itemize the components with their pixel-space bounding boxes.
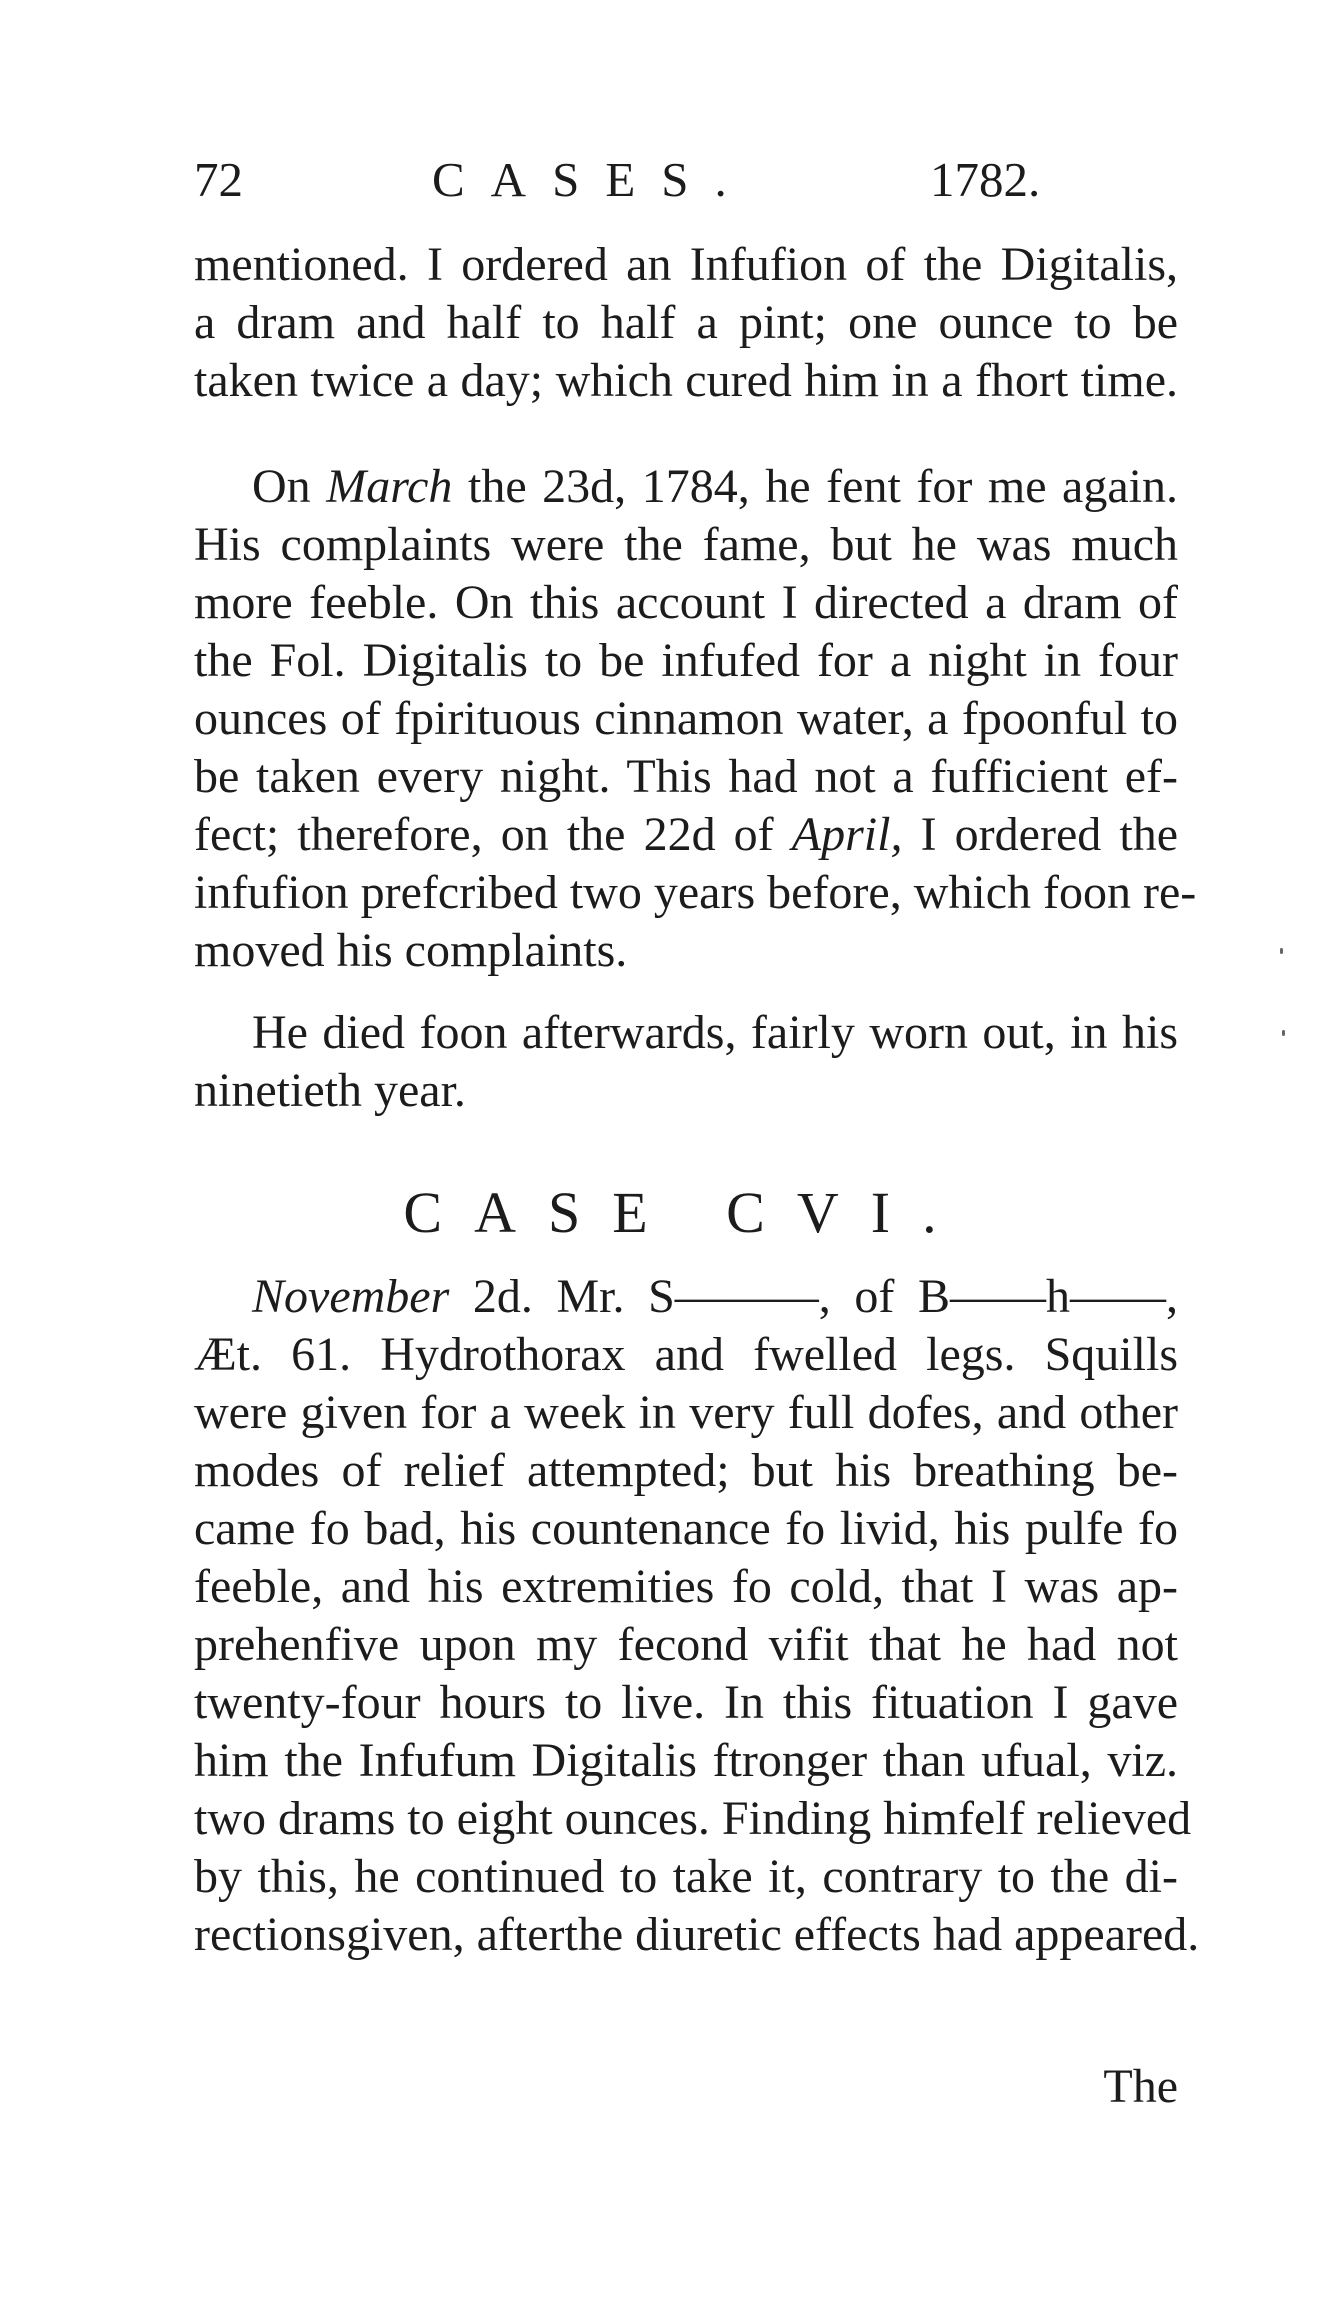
paragraph-2 <box>194 458 1197 980</box>
catchword: The <box>1103 2060 1178 2113</box>
paragraph-3 <box>194 1004 1178 1120</box>
text-line: twenty-four hours to live. In this fituation I gave <box>194 1676 1178 1729</box>
text-run: I ordered the <box>902 808 1179 861</box>
running-title: CASES. <box>432 152 753 207</box>
paragraph-1 <box>194 236 1178 410</box>
text-line <box>194 458 1178 516</box>
text-line: by this, he continued to take it, contrary to the di- <box>194 1850 1178 1903</box>
text-line: prehenfive upon my fecond vifit that he had not <box>194 1618 1178 1671</box>
text-line: modes of relief attempted; but his breathing be- <box>194 1444 1178 1497</box>
text-run: On <box>252 460 327 513</box>
text-line <box>194 806 1178 864</box>
text-line: the Fol. Digitalis to be infufed for a night in four <box>194 634 1178 687</box>
text-line: Æt. 61. Hydrothorax and fwelled legs. Squills <box>194 1328 1178 1381</box>
text-line: be taken every night. This had not a fufficient ef- <box>194 750 1178 803</box>
text-line: His complaints were the fame, but he was much <box>194 518 1178 571</box>
italic-month: November <box>252 1270 450 1323</box>
text-run: the 23d, 1784, he fent for me again. <box>452 460 1179 513</box>
text-line <box>194 1268 1178 1326</box>
text-line: ninetieth year. <box>194 1064 466 1117</box>
page-number: 72 <box>194 152 243 207</box>
text-line: ounces of fpirituous cinnamon water, a fpoonful to <box>194 692 1178 745</box>
print-speck <box>1282 1030 1285 1036</box>
italic-month: April, <box>791 808 903 861</box>
case-heading: CASE CVI. <box>403 1180 969 1245</box>
text-line: mentioned. I ordered an Infufion of the Digitalis, <box>194 238 1178 291</box>
text-line: taken twice a day; which cured him in a fhort time. <box>194 354 1178 407</box>
text-line: were given for a week in very full dofes, and other <box>194 1386 1178 1439</box>
text-line: a dram and half to half a pint; one ounce to be <box>194 296 1178 349</box>
text-line: two drams to eight ounces. Finding himfelf relieved <box>194 1792 1192 1845</box>
print-speck <box>1280 948 1283 954</box>
running-year: 1782. <box>930 152 1041 207</box>
text-line: came fo bad, his countenance fo livid, his pulfe fo <box>194 1502 1178 1555</box>
text-line: moved his complaints. <box>194 924 628 977</box>
text-line: infufion prefcribed two years before, which foon re- <box>194 866 1197 919</box>
text-line: more feeble. On this account I directed a dram of <box>194 576 1178 629</box>
italic-month: March <box>326 460 453 513</box>
text-line: rectionsgiven, afterthe diuretic effects had appeared. <box>194 1908 1200 1961</box>
text-run: fect; therefore, on the 22d of <box>194 808 792 861</box>
text-line: him the Infufum Digitalis ftronger than ufual, viz. <box>194 1734 1178 1787</box>
text-line: He died foon afterwards, fairly worn out, in his <box>252 1006 1178 1059</box>
case-paragraph <box>194 1268 1200 1964</box>
text-line: feeble, and his extremities fo cold, that I was ap- <box>194 1560 1178 1613</box>
text-run: 2d. Mr. S———, of B——h——, <box>449 1270 1178 1323</box>
